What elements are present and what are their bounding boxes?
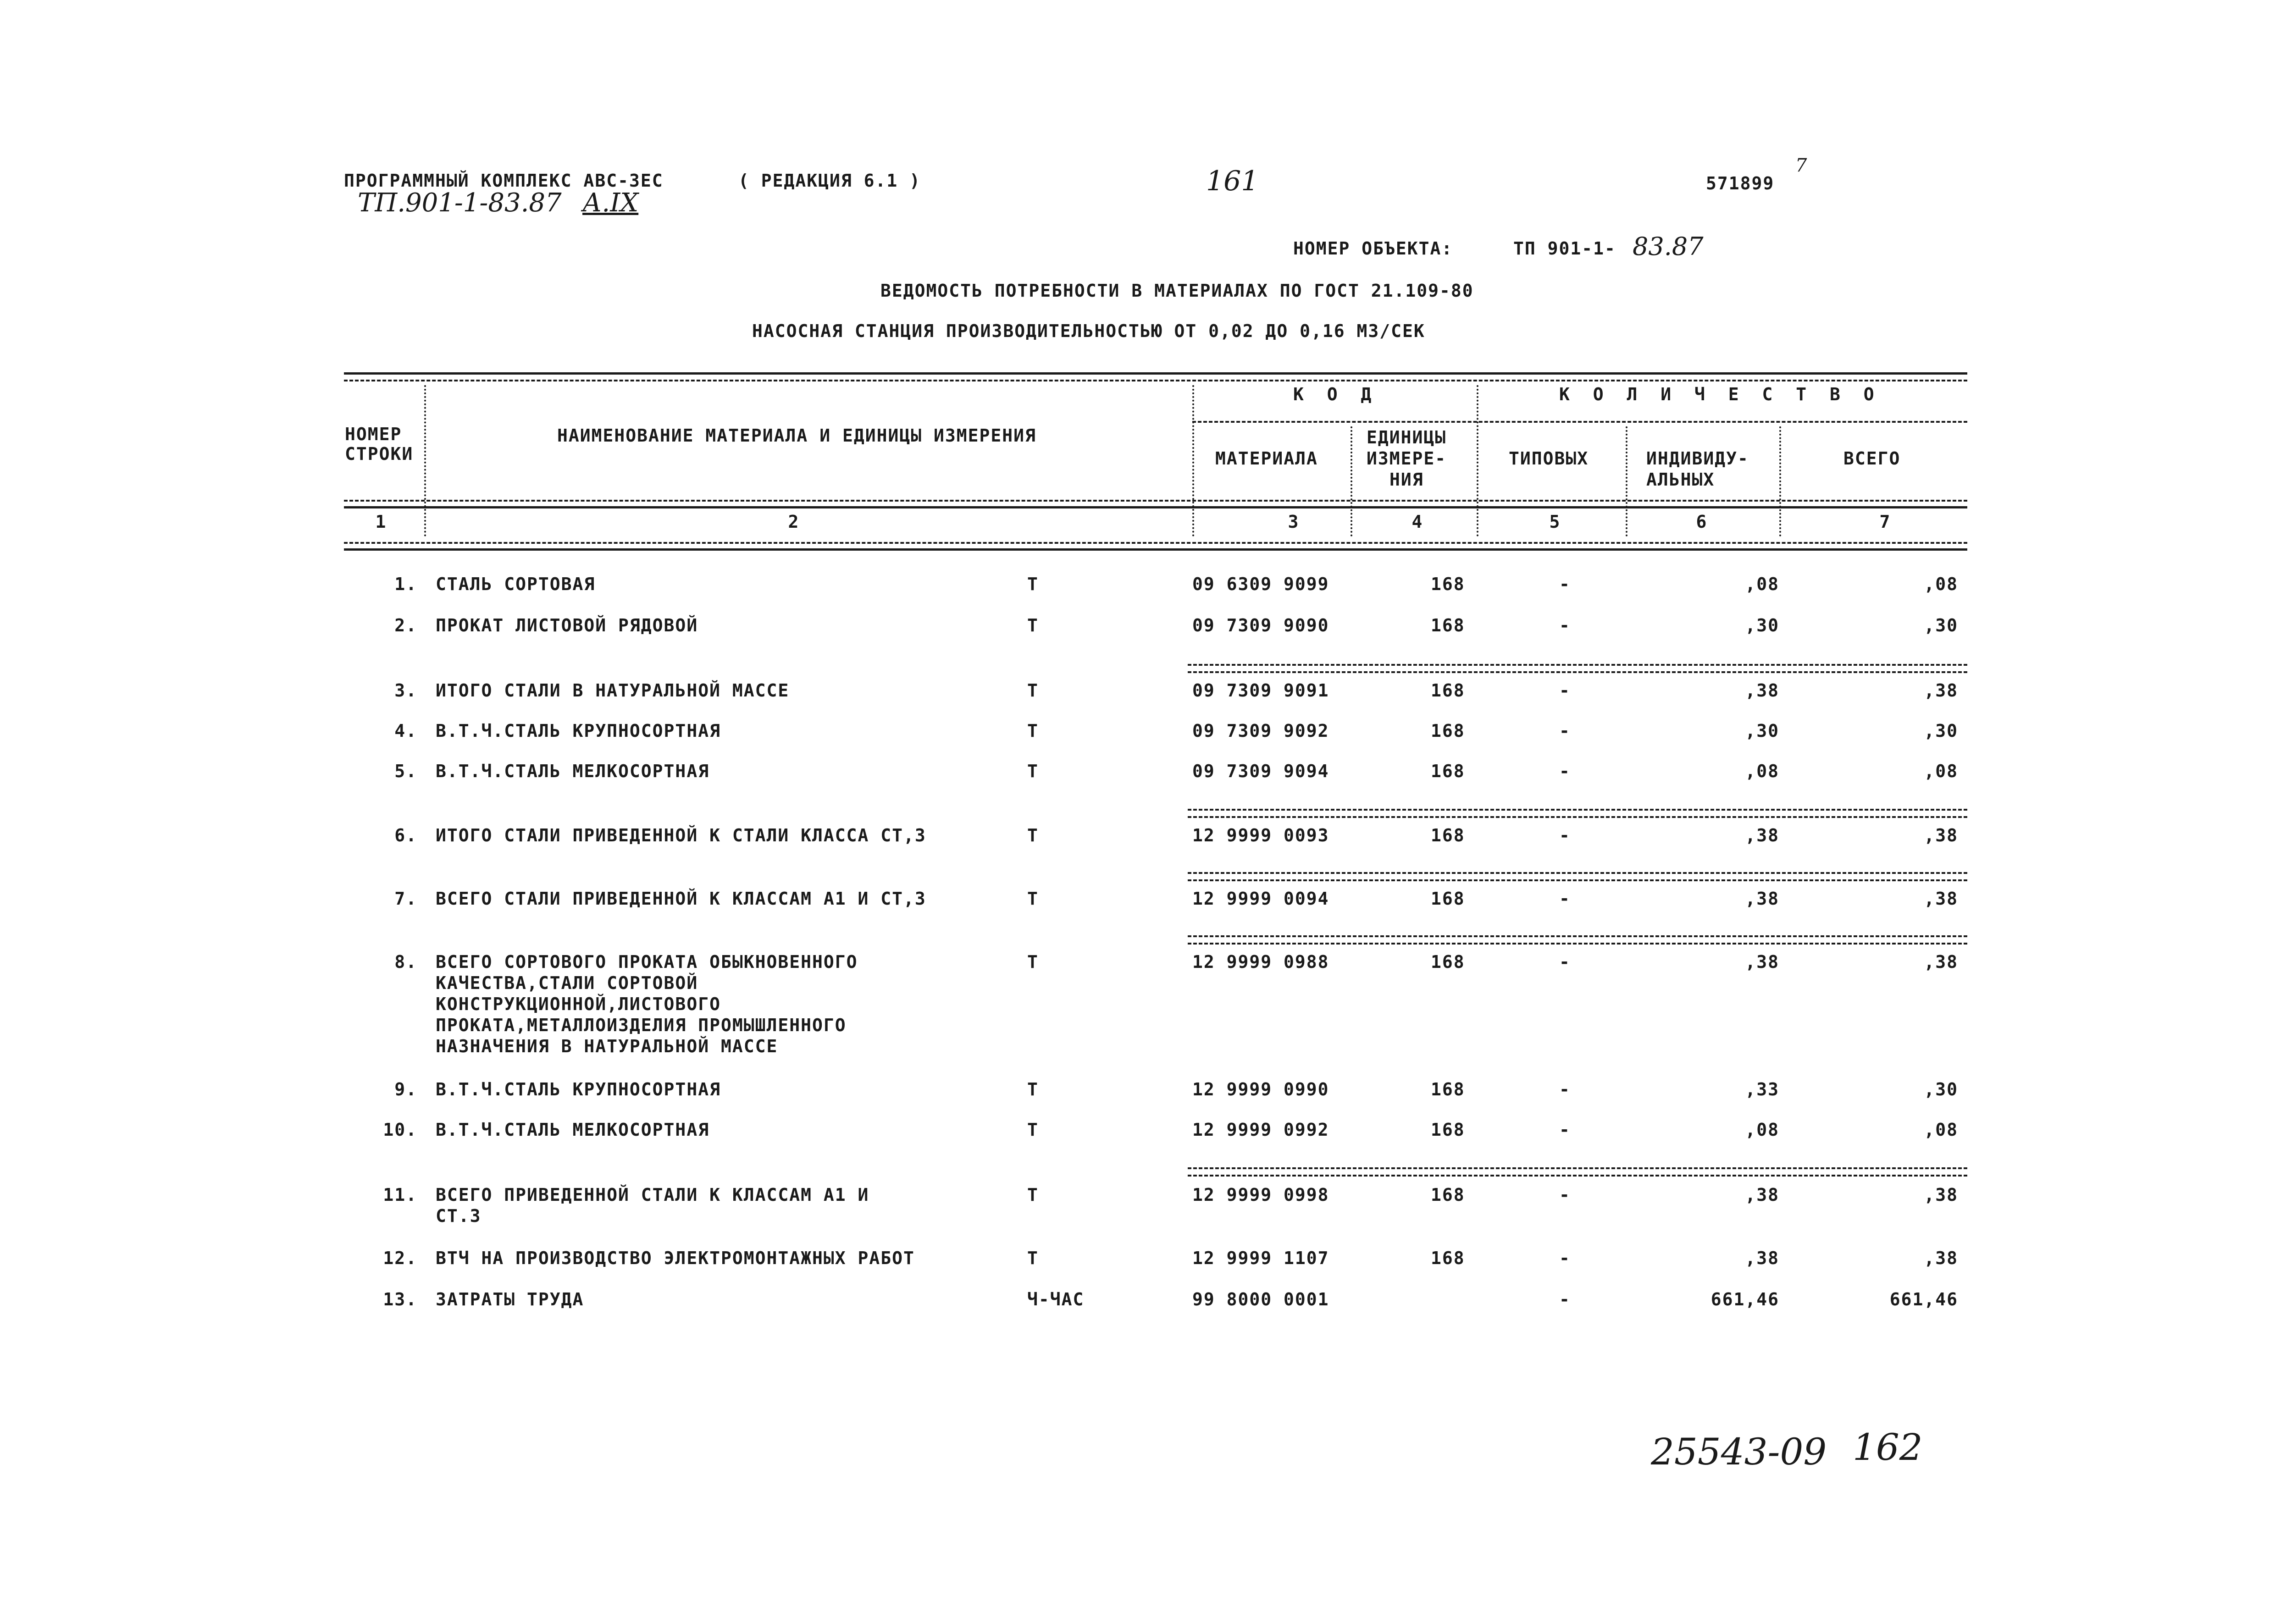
row-name: ПРОКАТ ЛИСТОВОЙ РЯДОВОЙ: [436, 615, 698, 635]
handwritten-page-number: 161: [1206, 165, 1259, 197]
row-number: 2.: [394, 615, 417, 635]
row-unit-code: 168: [1431, 1185, 1465, 1205]
row-total: ,08: [1924, 574, 1958, 594]
subtotal-rule: [1188, 664, 1967, 673]
row-total: ,38: [1924, 825, 1958, 845]
row-material-code: 12 9999 0998: [1192, 1185, 1329, 1205]
subtotal-rule: [1188, 809, 1967, 818]
row-individual: ,08: [1745, 1120, 1779, 1140]
row-unit-code: 168: [1431, 615, 1465, 635]
row-unit: Т: [1027, 1079, 1039, 1099]
row-total: ,38: [1924, 1248, 1958, 1268]
row-name-line: ПРОКАТА,МЕТАЛЛОИЗДЕЛИЯ ПРОМЫШЛЕННОГО: [436, 1015, 847, 1035]
edition-label: ( РЕДАКЦИЯ 6.1 ): [738, 171, 921, 191]
row-unit: Т: [1027, 952, 1039, 972]
row-name: ЗАТРАТЫ ТРУДА: [436, 1289, 584, 1309]
row-unit-code: 168: [1431, 1079, 1465, 1099]
row-name: СТАЛЬ СОРТОВАЯ: [436, 574, 596, 594]
object-value: ТП 901-1-: [1513, 238, 1616, 259]
header-bottom-rule-solid: [344, 506, 1967, 508]
row-name: В.Т.Ч.СТАЛЬ МЕЛКОСОРТНАЯ: [436, 1120, 710, 1140]
row-unit-code: 168: [1431, 721, 1465, 741]
col-sep-4: [1477, 385, 1478, 536]
row-typical: -: [1559, 889, 1571, 909]
row-number: 7.: [394, 889, 417, 909]
row-unit-code: 168: [1431, 889, 1465, 909]
colnum-3: 3: [1288, 512, 1299, 532]
object-value-handwritten: 83.87: [1633, 232, 1704, 261]
handwritten-archive-page: 162: [1853, 1426, 1923, 1469]
row-total: ,30: [1924, 721, 1958, 741]
table-top-rule: [344, 372, 1967, 375]
row-individual: ,30: [1745, 615, 1779, 635]
colnum-1: 1: [375, 512, 386, 532]
row-number: 12.: [383, 1248, 417, 1268]
row-total: ,38: [1924, 889, 1958, 909]
row-typical: -: [1559, 574, 1571, 594]
row-material-code: 09 7309 9090: [1192, 615, 1329, 635]
document-mark: 7: [1795, 155, 1807, 176]
row-unit: Т: [1027, 761, 1039, 781]
row-typical: -: [1559, 721, 1571, 741]
row-typical: -: [1559, 1289, 1571, 1309]
row-typical: -: [1559, 1248, 1571, 1268]
row-material-code: 09 7309 9094: [1192, 761, 1329, 781]
header-individual-1: ИНДИВИДУ-: [1646, 448, 1749, 469]
colnum-5: 5: [1549, 512, 1560, 532]
row-name: ВСЕГО СТАЛИ ПРИВЕДЕННОЙ К КЛАССАМ А1 И СТ,3: [436, 889, 926, 909]
row-number: 1.: [394, 574, 417, 594]
row-material-code: 99 8000 0001: [1192, 1289, 1329, 1309]
row-unit: Т: [1027, 1120, 1039, 1140]
colnum-6: 6: [1696, 512, 1707, 532]
row-total: ,38: [1924, 952, 1958, 972]
row-unit-code: 168: [1431, 761, 1465, 781]
colnum-4: 4: [1411, 512, 1423, 532]
header-unit-2: ИЗМЕРЕ-: [1367, 448, 1447, 469]
row-typical: -: [1559, 615, 1571, 635]
row-number: 10.: [383, 1120, 417, 1140]
row-individual: ,33: [1745, 1079, 1779, 1099]
subtotal-rule: [1188, 1167, 1967, 1177]
document-number: 571899: [1706, 173, 1775, 193]
code-group-rule: [1192, 421, 1967, 423]
row-unit: Т: [1027, 1248, 1039, 1268]
col-sep-3: [1351, 426, 1352, 536]
header-row-number-1: НОМЕР: [345, 424, 402, 444]
row-material-code: 09 7309 9092: [1192, 721, 1329, 741]
row-unit: Ч-ЧАС: [1027, 1289, 1085, 1309]
row-unit: Т: [1027, 889, 1039, 909]
row-number: 11.: [383, 1185, 417, 1205]
row-material-code: 12 9999 0990: [1192, 1079, 1329, 1099]
subtotal-rule: [1188, 935, 1967, 945]
col-sep-2: [1192, 385, 1194, 536]
row-individual: ,38: [1745, 1248, 1779, 1268]
row-unit: Т: [1027, 574, 1039, 594]
row-individual: ,08: [1745, 574, 1779, 594]
row-name: В.Т.Ч.СТАЛЬ КРУПНОСОРТНАЯ: [436, 1079, 721, 1099]
row-individual: ,30: [1745, 721, 1779, 741]
row-name: ВТЧ НА ПРОИЗВОДСТВО ЭЛЕКТРОМОНТАЖНЫХ РАБОТ: [436, 1248, 915, 1268]
handwritten-archive-number: 25543-09: [1651, 1431, 1827, 1473]
row-material-code: 12 9999 0093: [1192, 825, 1329, 845]
col-sep-1: [424, 385, 426, 536]
colnum-bottom-rule: [344, 542, 1967, 544]
row-total: ,30: [1924, 615, 1958, 635]
row-name-line: ВСЕГО ПРИВЕДЕННОЙ СТАЛИ К КЛАССАМ А1 И: [436, 1185, 869, 1205]
row-individual: 661,46: [1710, 1289, 1779, 1309]
row-unit: Т: [1027, 615, 1039, 635]
row-unit: Т: [1027, 1185, 1039, 1205]
row-unit-code: 168: [1431, 1120, 1465, 1140]
row-typical: -: [1559, 1079, 1571, 1099]
document-title: ВЕДОМОСТЬ ПОТРЕБНОСТИ В МАТЕРИАЛАХ ПО ГОСТ 21.109-80: [880, 281, 1474, 301]
row-typical: -: [1559, 1185, 1571, 1205]
row-unit: Т: [1027, 825, 1039, 845]
row-unit-code: 168: [1431, 1248, 1465, 1268]
row-typical: -: [1559, 761, 1571, 781]
colnum-bottom-rule-solid: [344, 548, 1967, 551]
header-individual-2: АЛЬНЫХ: [1646, 470, 1715, 490]
row-total: ,30: [1924, 1079, 1958, 1099]
row-material-code: 09 6309 9099: [1192, 574, 1329, 594]
row-individual: ,38: [1745, 1185, 1779, 1205]
header-code-group: К О Д: [1293, 384, 1378, 404]
header-typical: ТИПОВЫХ: [1509, 448, 1589, 469]
row-number: 6.: [394, 825, 417, 845]
row-unit-code: 168: [1431, 825, 1465, 845]
object-label: НОМЕР ОБЪЕКТА:: [1293, 238, 1453, 259]
row-number: 13.: [383, 1289, 417, 1309]
row-name-line: СТ.3: [436, 1206, 482, 1226]
header-row-number-2: СТРОКИ: [345, 444, 414, 464]
row-material-code: 12 9999 1107: [1192, 1248, 1329, 1268]
row-unit: Т: [1027, 721, 1039, 741]
row-total: ,08: [1924, 1120, 1958, 1140]
header-bottom-rule: [344, 500, 1967, 502]
row-unit-code: 168: [1431, 574, 1465, 594]
program-name: ПРОГРАММНЫЙ КОМПЛЕКС АВС-3ЕС: [344, 171, 664, 191]
row-typical: -: [1559, 680, 1571, 701]
row-number: 5.: [394, 761, 417, 781]
row-unit: Т: [1027, 680, 1039, 701]
row-number: 4.: [394, 721, 417, 741]
row-typical: -: [1559, 1120, 1571, 1140]
row-name: В.Т.Ч.СТАЛЬ КРУПНОСОРТНАЯ: [436, 721, 721, 741]
row-number: 9.: [394, 1079, 417, 1099]
row-individual: ,38: [1745, 952, 1779, 972]
header-unit-1: ЕДИНИЦЫ: [1367, 427, 1447, 447]
row-name-line: НАЗНАЧЕНИЯ В НАТУРАЛЬНОЙ МАССЕ: [436, 1036, 778, 1056]
subtotal-rule: [1188, 872, 1967, 881]
row-total: ,08: [1924, 761, 1958, 781]
header-quantity-group: К О Л И Ч Е С Т В О: [1559, 384, 1881, 404]
row-typical: -: [1559, 952, 1571, 972]
row-name-line: ВСЕГО СОРТОВОГО ПРОКАТА ОБЫКНОВЕННОГО: [436, 952, 858, 972]
row-material-code: 12 9999 0094: [1192, 889, 1329, 909]
row-individual: ,38: [1745, 825, 1779, 845]
document-subtitle: НАСОСНАЯ СТАНЦИЯ ПРОИЗВОДИТЕЛЬНОСТЬЮ ОТ 0,02 ДО 0,16 М3/СЕК: [752, 321, 1425, 341]
handwritten-project-code: ТП.901-1-83.87: [358, 188, 562, 218]
row-typical: -: [1559, 825, 1571, 845]
colnum-2: 2: [788, 512, 799, 532]
row-number: 3.: [394, 680, 417, 701]
row-name-line: КОНСТРУКЦИОННОЙ,ЛИСТОВОГО: [436, 994, 721, 1014]
row-individual: ,38: [1745, 889, 1779, 909]
row-name: ИТОГО СТАЛИ В НАТУРАЛЬНОЙ МАССЕ: [436, 680, 790, 701]
col-sep-6: [1779, 426, 1781, 536]
row-material-code: 12 9999 0988: [1192, 952, 1329, 972]
row-name: ИТОГО СТАЛИ ПРИВЕДЕННОЙ К СТАЛИ КЛАССА СТ,3: [436, 825, 926, 845]
header-total: ВСЕГО: [1843, 448, 1901, 469]
row-name-line: КАЧЕСТВА,СТАЛИ СОРТОВОЙ: [436, 973, 698, 993]
row-material-code: 09 7309 9091: [1192, 680, 1329, 701]
header-unit-3: НИЯ: [1389, 470, 1424, 490]
row-individual: ,38: [1745, 680, 1779, 701]
table-top-rule-dashed: [344, 380, 1967, 381]
row-name: В.Т.Ч.СТАЛЬ МЕЛКОСОРТНАЯ: [436, 761, 710, 781]
row-total: ,38: [1924, 680, 1958, 701]
handwritten-album: А.IX: [582, 188, 639, 218]
row-individual: ,08: [1745, 761, 1779, 781]
header-material-code: МАТЕРИАЛА: [1215, 448, 1318, 469]
row-material-code: 12 9999 0992: [1192, 1120, 1329, 1140]
header-material-name: НАИМЕНОВАНИЕ МАТЕРИАЛА И ЕДИНИЦЫ ИЗМЕРЕНИЯ: [557, 425, 1036, 446]
row-unit-code: 168: [1431, 952, 1465, 972]
colnum-7: 7: [1879, 512, 1890, 532]
row-total: 661,46: [1889, 1289, 1958, 1309]
row-number: 8.: [394, 952, 417, 972]
row-unit-code: 168: [1431, 680, 1465, 701]
row-total: ,38: [1924, 1185, 1958, 1205]
col-sep-5: [1626, 426, 1627, 536]
